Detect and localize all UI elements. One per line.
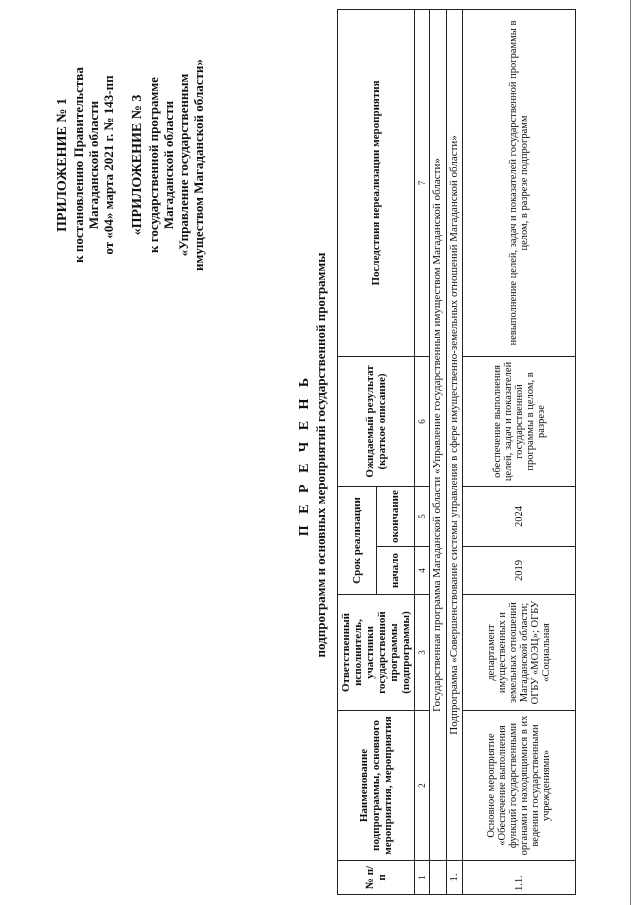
subprogram-index: 1.: [446, 861, 463, 895]
row-name: Основное мероприятие «Обеспечение выполнения функций государственными органами и находящимися в их ведении государственными учреждениями»: [463, 711, 576, 861]
row-result: обеспечение выполнения целей, задач и показателей государственной программы в целом, в разрезе: [463, 356, 576, 486]
appendix-line: Магаданской области: [86, 100, 101, 230]
column-number: 2: [415, 711, 430, 861]
annex-line: «Управление государственным: [176, 73, 191, 257]
subprogram-row: [446, 9, 463, 894]
annex-line: Магаданской области: [161, 100, 176, 230]
header-row: [338, 9, 377, 894]
header-term: Срок реализации: [338, 486, 377, 594]
table-row: [463, 9, 576, 894]
annex-line: имуществом Магаданской области»: [191, 59, 206, 271]
column-number: 4: [415, 547, 430, 595]
row-consequences: невыполнение целей, задач и показателей государственной программы в целом, в разрезе подпрограмм: [463, 9, 576, 356]
appendix-block: [55, 15, 206, 315]
row-end: 2024: [463, 486, 576, 546]
header-start: начало: [376, 547, 415, 595]
column-number: 3: [415, 595, 430, 711]
document-title: [297, 205, 329, 705]
column-number: 5: [415, 486, 430, 546]
column-number: 6: [415, 356, 430, 486]
annex-heading: «ПРИЛОЖЕНИЕ № 3: [130, 94, 145, 236]
column-number: 1: [415, 861, 430, 895]
title-heading: П Е Р Е Ч Е Н Ь: [297, 373, 312, 537]
header-name: Наименование подпрограммы, основного мероприятия, мероприятия: [338, 711, 415, 861]
column-number: 7: [415, 9, 430, 356]
page-edge-line: [630, 0, 631, 905]
column-numbers-row: [415, 9, 430, 894]
header-end: окончание: [376, 486, 415, 546]
annex-line: к государственной программе: [146, 77, 161, 253]
header-result: Ожидаемый результат (краткое описание): [338, 356, 415, 486]
subprogram-title: Подпрограмма «Совершенствование системы управления в сфере имущественно-земельных отношений Магаданской области»: [446, 9, 463, 860]
row-index: 1.1.: [463, 861, 576, 895]
programs-table: [337, 9, 576, 895]
program-row: [430, 9, 447, 894]
header-consequences: Последствия нереализации мероприятия: [338, 9, 415, 356]
row-executor: департамент имущественных и земельных отношений Магаданской области; ОГБУ «МОЭЦ»; ОГБУ «Социальная: [463, 595, 576, 711]
program-title: Государственная программа Магаданской области «Управление государственным имуществом Магаданской области»: [430, 9, 447, 860]
appendix-heading: ПРИЛОЖЕНИЕ № 1: [55, 98, 70, 232]
row-start: 2019: [463, 547, 576, 595]
header-number: № п/п: [338, 861, 415, 895]
appendix-date-line: от «04» марта 2021 г. № 143-пп: [101, 75, 116, 255]
header-executor: Ответственный исполнитель, участники государственной программы (подпрограммы): [338, 595, 415, 711]
title-subheading: подпрограмм и основных мероприятий государственной программы: [313, 252, 328, 658]
appendix-line: к постановлению Правительства: [71, 67, 86, 263]
